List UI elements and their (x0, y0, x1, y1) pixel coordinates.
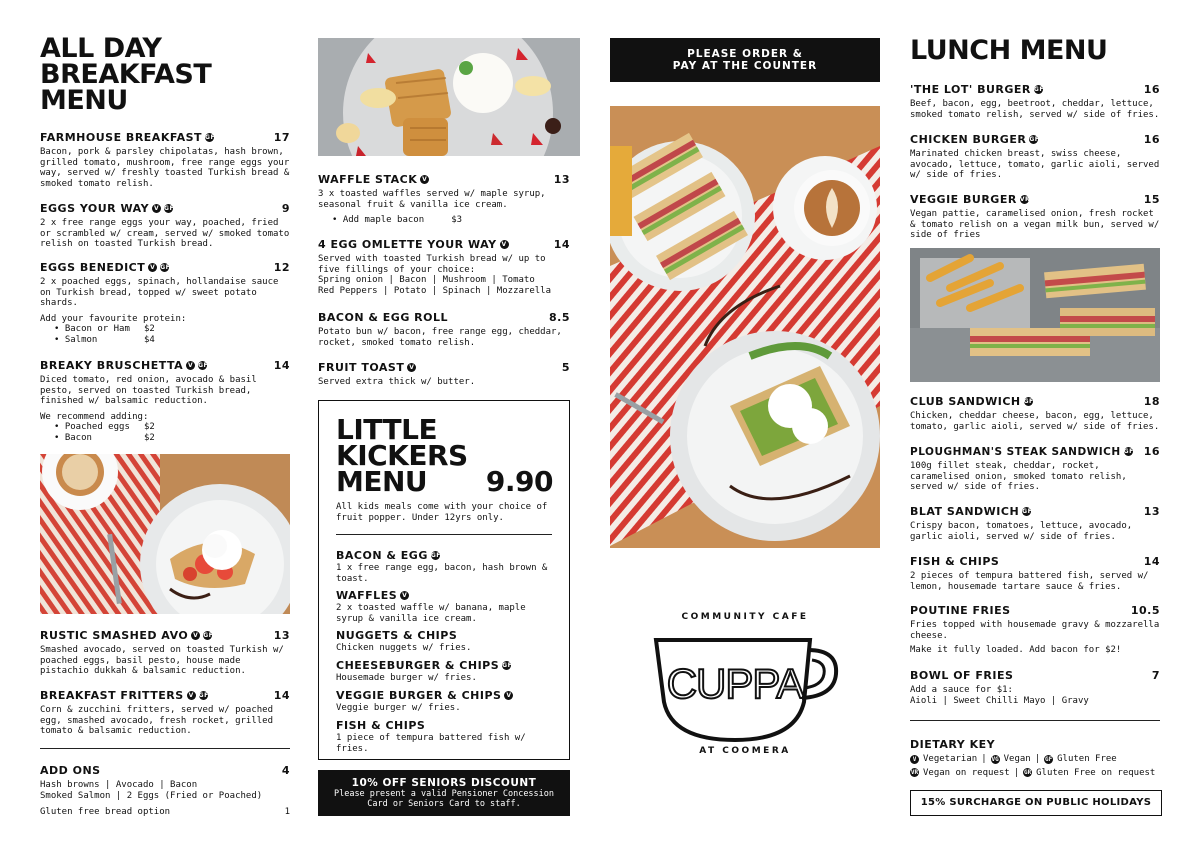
kids-menu-price: 9.90 (485, 465, 553, 498)
option-price: $4 (144, 335, 155, 345)
menu-item-chicken-burger (910, 133, 1160, 181)
item-name: VEGGIE BURGER (910, 193, 1017, 206)
gluten-free-request-badge-icon: GR (1024, 769, 1032, 777)
vegetarian-badge-icon: V (422, 176, 428, 183)
item-price: 15 (1143, 193, 1160, 206)
menu-item-club-sandwich (910, 395, 1160, 432)
item-extra: • Add maple bacon $3 (332, 215, 463, 225)
recommend-intro: We recommend adding: (40, 411, 149, 422)
item-description: 1 piece of tempura battered fish w/ fries. (336, 733, 526, 754)
item-name: FRUIT TOAST (318, 361, 405, 374)
item-description: Marinated chicken breast, swiss cheese, avocado, lettuce, tomato, garlic aioli, served w/ side of fries. (910, 149, 1160, 180)
vegetarian-badge-icon: V (506, 692, 512, 699)
vegetarian-badge-icon: V (188, 362, 194, 369)
order-banner-line: PLEASE ORDER & (687, 48, 803, 60)
item-description: Potato bun w/ bacon, free range egg, cheddar, rocket, smoked tomato relish. (318, 327, 562, 348)
item-description: 2 x toasted waffle w/ banana, maple syrup & vanilla ice cream. (336, 603, 526, 624)
item-price: 16 (1143, 445, 1160, 458)
gluten-free-request-badge-icon: GF (203, 632, 214, 639)
seniors-title: 10% OFF SENIORS DISCOUNT (351, 777, 537, 789)
item-description: 2 pieces of tempura battered fish, served w/ lemon, housemade tartare sauce & fries. (910, 571, 1149, 592)
option-name: Gluten free bread option (40, 807, 171, 817)
seniors-discount-banner (318, 770, 570, 816)
vegetarian-badge-icon: V (501, 241, 507, 248)
kids-item (336, 689, 557, 714)
item-price: 16 (1143, 83, 1160, 96)
breakfast-title-line: MENU (40, 85, 128, 116)
menu-item-fruit-toast (318, 361, 570, 388)
option-name: • Bacon (54, 433, 92, 443)
menu-item-breakfast-fritters (40, 689, 290, 737)
kids-title-line: MENU (336, 465, 428, 498)
item-price: 14 (1143, 555, 1160, 568)
item-price: 7 (1151, 669, 1160, 682)
separator: | (1013, 767, 1020, 778)
item-price: 14 (553, 238, 570, 251)
item-description: Fries topped with housemade gravy & mozzarella cheese. (910, 620, 1160, 641)
vegetarian-badge-icon: V (193, 632, 199, 639)
item-description: 2 x free range eggs your way, poached, fried or scrambled w/ cream, served w/ smoked tomato relish on toasted Turkish bread. (40, 218, 290, 249)
recommend-option (40, 433, 290, 444)
menu-item-rustic-smashed-avo (40, 629, 290, 677)
item-name: FISH & CHIPS (910, 555, 1000, 568)
menu-item-breaky-bruschetta (40, 359, 290, 444)
lunch-title: LUNCH MENU (910, 35, 1108, 66)
addons-line: Smoked Salmon | 2 Eggs (Fried or Poached) (40, 790, 263, 801)
item-description: 100g fillet steak, cheddar, rocket, caramelised onion, smoked tomato relish, served w/ side of fries. (910, 461, 1127, 492)
item-price: 13 (273, 629, 290, 642)
item-extra: Make it fully loaded. Add bacon for $2! (910, 645, 1122, 655)
item-extra: Aioli | Sweet Chilli Mayo | Gravy (910, 695, 1089, 706)
item-name: CHEESEBURGER & CHIPS (336, 659, 500, 672)
kids-item (336, 719, 557, 754)
separator: | (1034, 754, 1041, 764)
menu-item-ploughmans-steak-sandwich (910, 445, 1160, 493)
vegetarian-badge-icon: V (188, 692, 194, 699)
kids-menu-box (318, 400, 570, 760)
divider (910, 720, 1160, 721)
kids-title-line: KICKERS (336, 439, 468, 472)
item-description: Smashed avocado, served on toasted Turkish w/ poached eggs, basil pesto, house made pistachio dukkah & balsamic reduction. (40, 645, 284, 676)
kids-item (336, 629, 557, 654)
menu-item-eggs-your-way (40, 202, 290, 250)
gluten-free-request-badge-icon: GF (1123, 448, 1134, 455)
item-name: VEGGIE BURGER & CHIPS (336, 689, 502, 702)
item-description: Corn & zucchini fritters, served w/ poached egg, smashed avocado, fresh rocket, grilled tomato & balsamic reduction. (40, 705, 273, 736)
item-description: Bacon, pork & parsley chipolatas, hash brown, grilled tomato, mushroom, free range eggs your way, served w/ freshly toasted Turkish bread & smoked tomato relish. (40, 147, 290, 189)
seniors-line: Please present a valid Pensioner Concession (333, 789, 555, 799)
item-price: 9 (281, 202, 290, 215)
gluten-free-badge-icon: GF (1045, 755, 1053, 763)
option-price: $2 (144, 433, 155, 443)
item-name: WAFFLES (336, 589, 398, 602)
item-name: BREAKFAST FRITTERS (40, 689, 184, 702)
item-name: FISH & CHIPS (336, 719, 426, 732)
gluten-free-request-badge-icon: GF (164, 205, 175, 212)
item-description: 2 x poached eggs, spinach, hollandaise sauce on Turkish bread, topped w/ sweet potato shards. (40, 277, 279, 308)
item-name: BLAT SANDWICH (910, 505, 1020, 518)
item-name: 4 EGG OMLETTE YOUR WAY (318, 238, 497, 251)
addons-line: Hash browns | Avocado | Bacon (40, 780, 198, 790)
item-description: 1 x free range egg, bacon, hash brown & toast. (336, 563, 548, 584)
item-price: 5 (561, 361, 570, 374)
smashed-avo-photo (40, 454, 290, 614)
item-description: Veggie burger w/ fries. (336, 703, 461, 713)
item-name: RUSTIC SMASHED AVO (40, 629, 189, 642)
item-price: 4 (281, 764, 290, 777)
menu-item-veggie-burger (910, 193, 1160, 241)
option-name: • Salmon (54, 335, 98, 345)
item-price: 13 (1143, 505, 1160, 518)
gluten-free-request-badge-icon: GF (198, 362, 209, 369)
vegetarian-badge-icon: V (402, 592, 408, 599)
item-price: 13 (553, 173, 570, 186)
item-price: 14 (273, 689, 290, 702)
option-name: • Poached eggs (54, 422, 130, 432)
item-description: Add a sauce for $1: (910, 685, 1013, 695)
recommend-option (40, 422, 290, 433)
protein-option (40, 324, 290, 335)
item-name: ADD ONS (40, 764, 101, 777)
item-name: NUGGETS & CHIPS (336, 629, 458, 642)
kids-title-line: LITTLE (336, 413, 438, 446)
breakfast-title-line: BREAKFAST (40, 59, 212, 90)
item-description: Beef, bacon, egg, beetroot, cheddar, lettuce, smoked tomato relish, served w/ side of fries. (910, 99, 1160, 120)
gluten-free-request-badge-icon: GF (160, 264, 171, 271)
sandwich-coffee-photo (610, 106, 880, 548)
dietary-key-label: Gluten Free on request (1036, 767, 1156, 778)
kids-item (336, 589, 557, 624)
seniors-line: Card or Seniors Card to staff. (367, 799, 521, 809)
logo-main-text: CUPPA (666, 660, 804, 707)
kids-menu-title (336, 413, 486, 498)
logo-bottom-text: AT COOMERA (699, 746, 791, 756)
menu-item-poutine-fries (910, 604, 1160, 656)
protein-option (40, 335, 290, 346)
separator: | (981, 754, 987, 764)
item-name: BACON & EGG ROLL (318, 311, 449, 324)
item-price: 12 (273, 261, 290, 274)
menu-item-eggs-benedict (40, 261, 290, 346)
protein-intro: Add your favourite protein: (40, 313, 187, 324)
menu-item-waffle-stack (318, 173, 570, 226)
dietary-key-row (910, 754, 1160, 765)
item-name: BACON & EGG (336, 549, 428, 562)
kids-menu-intro: All kids meals come with your choice of fruit popper. Under 12yrs only. (336, 502, 548, 523)
dietary-key-row (910, 768, 1160, 779)
item-description: Served extra thick w/ butter. (318, 377, 476, 387)
item-price: 8.5 (549, 311, 570, 324)
vegetarian-badge-icon: V (910, 755, 919, 764)
item-price: 10.5 (1130, 604, 1160, 617)
item-description: Chicken nuggets w/ fries. (336, 643, 472, 653)
dietary-key-title: DIETARY KEY (910, 738, 996, 751)
gluten-free-request-badge-icon: GF (205, 134, 216, 141)
item-description: Vegan pattie, caramelised onion, fresh rocket & tomato relish on a vegan milk bun, served w/ side of fries (910, 209, 1160, 240)
order-banner-line: PAY AT THE COUNTER (672, 60, 818, 72)
kids-item (336, 549, 557, 584)
waffle-photo (318, 38, 580, 156)
item-price: 17 (273, 131, 290, 144)
menu-item-omlette (318, 238, 570, 296)
item-name: EGGS BENEDICT (40, 261, 146, 274)
gluten-free-request-badge-icon: GF (1022, 508, 1033, 515)
gluten-free-request-badge-icon: GF (1029, 136, 1040, 143)
divider (40, 748, 290, 749)
item-price: 16 (1143, 133, 1160, 146)
option-name: • Bacon or Ham (54, 324, 130, 334)
item-price: 18 (1143, 395, 1160, 408)
breakfast-title-line: ALL DAY (40, 33, 162, 64)
logo-top-text: COMMUNITY CAFE (681, 612, 809, 622)
dietary-key-label: Vegetarian (923, 754, 978, 764)
item-name: CLUB SANDWICH (910, 395, 1021, 408)
vegetarian-badge-icon: V (150, 264, 156, 271)
item-name: 'THE LOT' BURGER (910, 83, 1031, 96)
gluten-free-option (40, 807, 290, 818)
dietary-key-label: Vegan on request (923, 767, 1010, 778)
vegan-badge-icon: VG (991, 755, 999, 763)
item-price: 14 (273, 359, 290, 372)
kids-item (336, 659, 557, 684)
item-name: BOWL OF FRIES (910, 669, 1014, 682)
gluten-free-request-badge-icon: GF (198, 692, 209, 699)
menu-item-blat-sandwich (910, 505, 1160, 542)
option-price: 1 (284, 807, 290, 817)
gluten-free-request-badge-icon: GF (1023, 398, 1034, 405)
vegan-request-badge-icon: VR (910, 769, 919, 777)
option-price: $2 (144, 422, 155, 432)
vegan-request-badge-icon: VR (1019, 196, 1031, 203)
cuppa-logo (650, 606, 840, 756)
vegetarian-badge-icon: V (153, 205, 160, 212)
option-price: $2 (144, 324, 155, 334)
surcharge-notice: 15% SURCHARGE ON PUBLIC HOLIDAYS (910, 790, 1162, 816)
item-description: Crispy bacon, tomatoes, lettuce, avocado, garlic aioli, served w/ side of fries. (910, 521, 1133, 542)
item-name: PLOUGHMAN'S STEAK SANDWICH (910, 445, 1121, 458)
cuppa-logo-svg (650, 606, 840, 756)
menu-item-farmhouse-breakfast (40, 131, 290, 189)
gluten-free-request-badge-icon: GF (502, 662, 513, 669)
club-sandwich-photo (910, 248, 1160, 382)
menu-item-the-lot-burger (910, 83, 1160, 120)
item-name: EGGS YOUR WAY (40, 202, 150, 215)
item-name: CHICKEN BURGER (910, 133, 1027, 146)
vegetarian-badge-icon: V (409, 364, 415, 371)
dietary-key-label: Vegan (1003, 754, 1031, 764)
menu-item-bowl-of-fries (910, 669, 1160, 706)
item-name: WAFFLE STACK (318, 173, 418, 186)
menu-item-fish-and-chips (910, 555, 1160, 592)
item-description: 3 x toasted waffles served w/ maple syrup, seasonal fruit & vanilla ice cream. (318, 189, 546, 210)
item-name: FARMHOUSE BREAKFAST (40, 131, 203, 144)
fillings-line: Red Peppers | Potato | Spinach | Mozzarella (318, 285, 551, 296)
item-description: Chicken, cheddar cheese, bacon, egg, lettuce, tomato, garlic aioli, served w/ side of fries. (910, 411, 1160, 432)
menu-item-add-ons (40, 764, 290, 818)
gluten-free-request-badge-icon: GF (1033, 86, 1044, 93)
gluten-free-request-badge-icon: GF (430, 552, 441, 559)
item-name: BREAKY BRUSCHETTA (40, 359, 184, 372)
item-description: Served with toasted Turkish bread w/ up to five fillings of your choice: (318, 254, 546, 275)
item-description: Housemade burger w/ fries. (336, 673, 477, 683)
order-banner (610, 38, 880, 82)
menu-item-bacon-egg-roll (318, 311, 570, 348)
breakfast-title (40, 33, 290, 116)
dietary-key-label: Gluten Free (1057, 754, 1117, 764)
divider (336, 534, 552, 535)
dietary-key (910, 738, 1160, 778)
fillings-line: Spring onion | Bacon | Mushroom | Tomato (318, 275, 535, 285)
item-name: POUTINE FRIES (910, 604, 1011, 617)
item-description: Diced tomato, red onion, avocado & basil pesto, served on toasted Turkish bread, finished w/ balsamic reduction. (40, 375, 257, 406)
